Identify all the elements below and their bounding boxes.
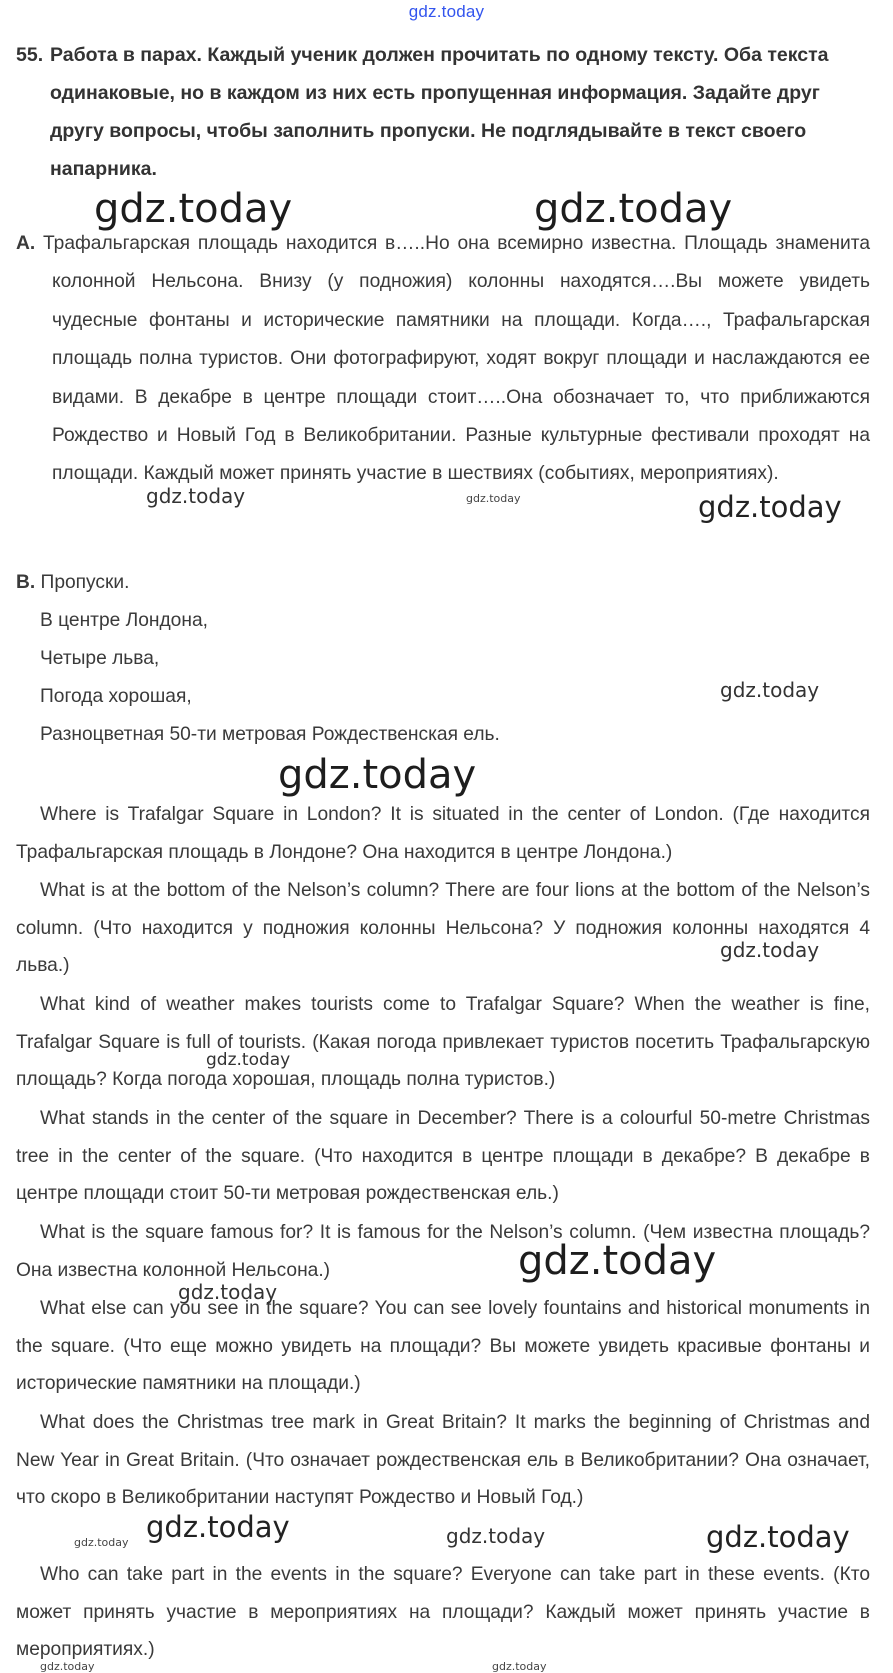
watermark: gdz.today [94,186,293,232]
section-a-paragraph [16,225,870,494]
watermark: gdz.today [466,492,521,505]
qa-paragraph: What kind of weather makes tourists come to Trafalgar Square? When the weather is fine, Trafalgar Square is full of tourists. (Какая погода привлекает туристов посетить Трафальгарскую площадь? Когда погода хорошая, площадь полна туристов.) [16,994,870,1091]
section-a-label: A. [16,233,36,254]
watermark: gdz.today [720,678,820,702]
qa-paragraph: What stands in the center of the square in December? There is a colourful 50-metre Christmas tree in the center of the square. (Что находится в центре площади в декабре? В декабре в центре площади стоит 50-ти метровая рождественская ель.) [16,1108,870,1205]
gap-item: В центре Лондона, [40,610,208,631]
task-number: 55. [16,44,44,66]
header-watermark: gdz.today [408,2,485,21]
task-heading [16,36,876,188]
qa-paragraph: What does the Christmas tree mark in Great Britain? It marks the beginning of Christmas and New Year in Great Britain. (Что означает рождественская ель в Великобритании? Она означает, что скоро в Великобритании наступят Рождество и Новый Год.) [16,1412,870,1509]
watermark: gdz.today [706,1520,850,1554]
qa-paragraph: What is at the bottom of the Nelson’s column? There are four lions at the bottom of the Nelson’s column. (Что находится у подножия колонны Нельсона? У подножия колонны находятся 4 льва.) [16,880,870,977]
watermark: gdz.today [178,1280,278,1304]
watermark: gdz.today [40,1660,95,1673]
watermark: gdz.today [518,1238,717,1284]
gap-item: Разноцветная 50-ти метровая Рождественская ель. [40,724,500,745]
section-b-label: B. [16,572,36,593]
qa-paragraph: Where is Trafalgar Square in London? It is situated in the center of London. (Где находится Трафальгарская площадь в Лондоне? Она находится в центре Лондона.) [16,804,870,863]
watermark: gdz.today [534,186,733,232]
watermark: gdz.today [278,752,477,798]
watermark: gdz.today [720,938,820,962]
qa-paragraph: What is the square famous for? It is famous for the Nelson’s column. (Чем известна площадь? Она известна колонной Нельсона.) [16,1222,870,1281]
gap-item: Погода хорошая, [40,686,192,707]
watermark: gdz.today [74,1536,129,1549]
task-text: Работа в парах. Каждый ученик должен прочитать по одному тексту. Оба текста одинаковые, но в каждом из них есть пропущенная информация. Задайте друг другу вопросы, чтобы заполнить пропуски. Не подглядывайте в текст своего напарника. [50,44,829,180]
watermark: gdz.today [698,490,842,524]
watermark: gdz.today [146,1510,290,1544]
section-b-heading [16,572,129,594]
qa-paragraph: What else can you see in the square? You can see lovely fountains and historical monuments in the square. (Что еще можно увидеть на площади? Вы можете увидеть красивые фонтаны и исторические памятники на площади.) [16,1298,870,1395]
gap-item: Четыре льва, [40,648,160,669]
qa-paragraph: Who can take part in the events in the square? Everyone can take part in these events. (Кто может принять участие в мероприятиях на площади? Каждый может принять участие в мероприятиях.) [16,1564,870,1661]
watermark: gdz.today [492,1660,547,1673]
section-a-text: Трафальгарская площадь находится в…..Но она всемирно известна. Площадь знаменита колонной Нельсона. Внизу (у подножия) колонны находятся….Вы можете увидеть чудесные фонтаны и исторические памятники на площади. Когда…., Трафальгарская площадь полна туристов. Они фотографируют, ходят вокруг площади и наслаждаются ее видами. В декабре в центре площади стоит…..Она обозначает то, что приближаются Рождество и Новый Год в Великобритании. Разные культурные фестивали проходят на площади. Каждый может принять участие в шествиях (событиях, мероприятиях). [43,233,870,485]
section-b-title: Пропуски. [40,572,130,593]
watermark: gdz.today [446,1524,546,1548]
watermark: gdz.today [146,484,246,508]
watermark: gdz.today [206,1050,291,1070]
